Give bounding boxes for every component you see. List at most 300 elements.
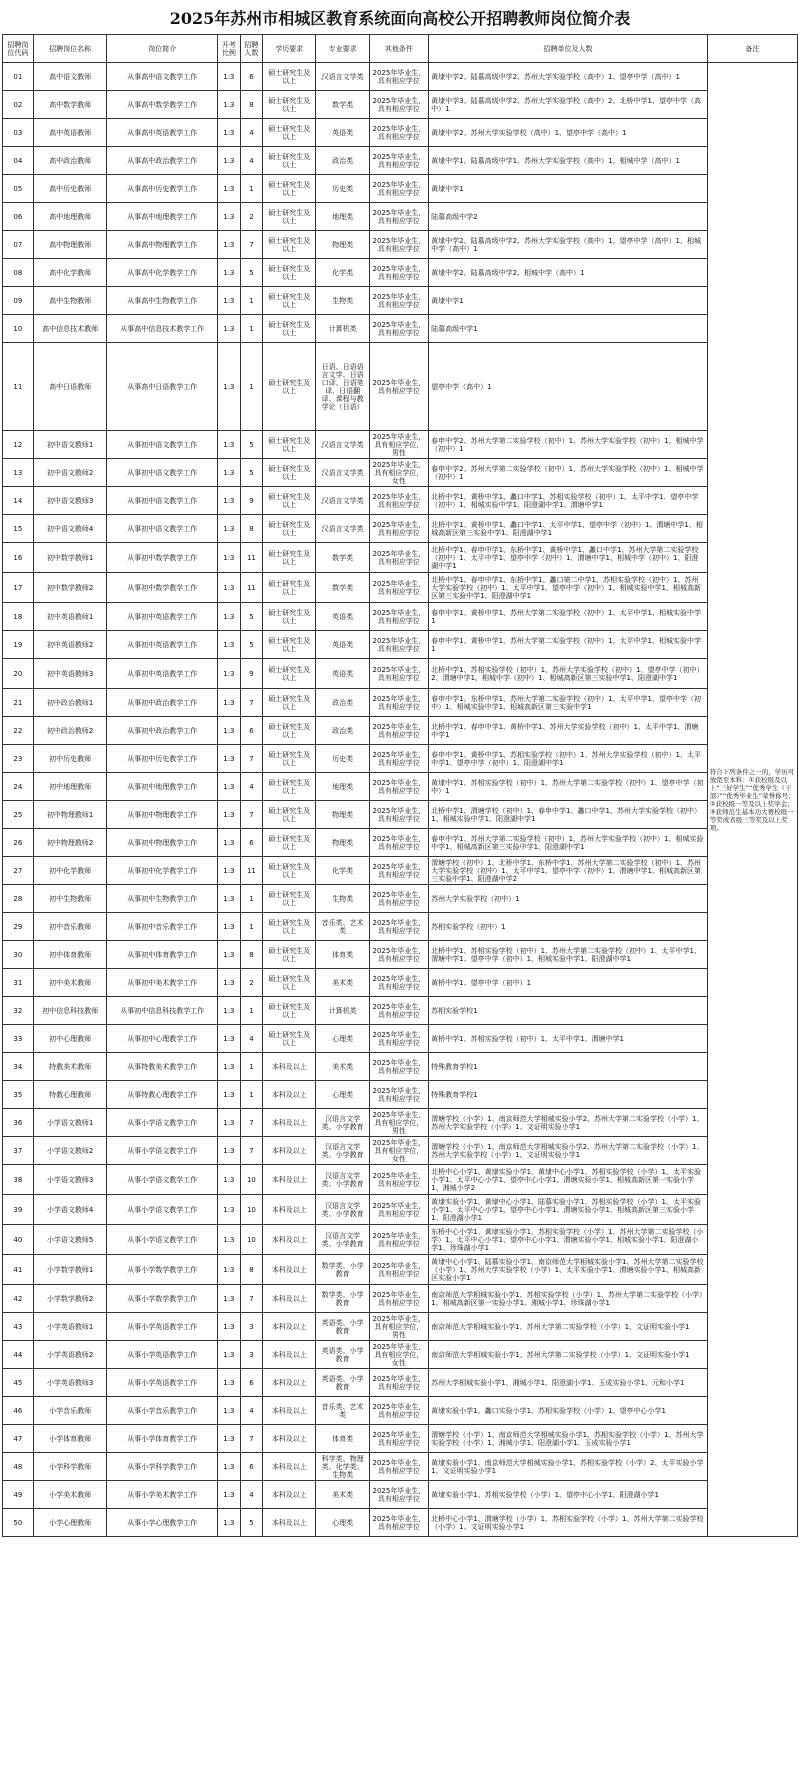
row-num: 6: [240, 1369, 263, 1397]
row-desc: 从事小学英语教学工作: [107, 1369, 218, 1397]
row-edu: 硕士研究生及以上: [263, 431, 316, 459]
row-ratio: 1:3: [218, 431, 241, 459]
row-other: 2025年毕业生，具有相应学位: [369, 1285, 428, 1313]
row-edu: 硕士研究生及以上: [263, 997, 316, 1025]
row-code: 28: [3, 885, 34, 913]
row-units: 黄埭中学3、陆慕高级中学2、苏州大学实验学校（高中）2、北桥中学1、望亭中学（高中）1: [429, 91, 708, 119]
row-num: 4: [240, 773, 263, 801]
row-num: 7: [240, 1137, 263, 1165]
row-desc: 从事初中语文教学工作: [107, 431, 218, 459]
row-ratio: 1:3: [218, 997, 241, 1025]
row-major: 音乐类、艺术类: [316, 1397, 369, 1425]
row-desc: 从事小学美术教学工作: [107, 1481, 218, 1509]
row-major: 生物类: [316, 885, 369, 913]
header-ratio: 开考比例: [218, 35, 241, 63]
row-units: 北桥中学1、苏相实验学校（初中）1、苏州大学第二实验学校（初中）1、太平中学1、渭塘中学1、望亭中学（初中）1、相城实验中学1、阳澄湖中学1: [429, 941, 708, 969]
row-name: 高中语文教师: [33, 63, 107, 91]
row-name: 初中英语教师2: [33, 631, 107, 659]
row-num: 7: [240, 745, 263, 773]
row-name: 初中英语教师1: [33, 603, 107, 631]
table-row: [3, 997, 798, 1025]
table-row: [3, 885, 798, 913]
row-num: 1: [240, 343, 263, 431]
row-desc: 从事小学英语教学工作: [107, 1341, 218, 1369]
row-ratio: 1:3: [218, 801, 241, 829]
row-name: 特教心理教师: [33, 1081, 107, 1109]
table-row: [3, 343, 798, 431]
row-num: 8: [240, 1255, 263, 1285]
row-units: 黄埭中学1: [429, 175, 708, 203]
row-name: 初中化学教师: [33, 857, 107, 885]
row-edu: 本科及以上: [263, 1053, 316, 1081]
row-name: 初中信息科技教师: [33, 997, 107, 1025]
row-name: 初中体育教师: [33, 941, 107, 969]
header-major: 专业要求: [316, 35, 369, 63]
row-num: 7: [240, 231, 263, 259]
row-major: 音乐类、艺术类: [316, 913, 369, 941]
row-ratio: 1:3: [218, 1165, 241, 1195]
row-other: 2025年毕业生，具有相应学位: [369, 1453, 428, 1481]
row-major: 英语类: [316, 631, 369, 659]
row-name: 初中英语教师3: [33, 659, 107, 689]
row-ratio: 1:3: [218, 941, 241, 969]
row-other: 2025年毕业生，具有相应学位: [369, 175, 428, 203]
table-row: [3, 175, 798, 203]
row-units: 春申中学2、苏州大学第二实验学校（初中）1、苏州大学实验学校（初中）1、相城中学（初中）1: [429, 459, 708, 487]
row-desc: 从事特教心理教学工作: [107, 1081, 218, 1109]
row-other: 2025年毕业生，具有相应学位: [369, 119, 428, 147]
row-other: 2025年毕业生，具有相应学位: [369, 717, 428, 745]
row-code: 49: [3, 1481, 34, 1509]
row-other: 2025年毕业生，具有相应学位: [369, 63, 428, 91]
row-code: 05: [3, 175, 34, 203]
row-desc: 从事小学语文教学工作: [107, 1225, 218, 1255]
row-edu: 硕士研究生及以上: [263, 231, 316, 259]
row-units: 北桥中学1、春申中学1、黄桥中学1、苏州大学实验学校（初中）1、太平中学1、渭塘中学1: [429, 717, 708, 745]
row-code: 42: [3, 1285, 34, 1313]
row-code: 34: [3, 1053, 34, 1081]
table-row: [3, 459, 798, 487]
row-units: 渭塘学校（小学）1、南京师范大学相城实验小学1、苏相实验学校（小学）1、苏州大学实验学校（小学）1、湘城小学1、阳澄湖小学1、玉成实验小学1: [429, 1425, 708, 1453]
row-name: 初中语文教师2: [33, 459, 107, 487]
row-ratio: 1:3: [218, 259, 241, 287]
row-major: 物理类: [316, 829, 369, 857]
row-name: 初中政治教师2: [33, 717, 107, 745]
row-other: 2025年毕业生，具有相应学位: [369, 885, 428, 913]
row-desc: 从事小学英语教学工作: [107, 1313, 218, 1341]
row-edu: 硕士研究生及以上: [263, 969, 316, 997]
row-other: 2025年毕业生，具有相应学位: [369, 259, 428, 287]
row-other: 2025年毕业生，具有相应学位: [369, 913, 428, 941]
row-other: 2025年毕业生，具有相应学位: [369, 1025, 428, 1053]
table-row: [3, 231, 798, 259]
row-num: 7: [240, 1285, 263, 1313]
row-code: 45: [3, 1369, 34, 1397]
row-other: 2025年毕业生，具有相应学位: [369, 343, 428, 431]
row-other: 2025年毕业生，具有相应学位: [369, 515, 428, 543]
row-code: 50: [3, 1509, 34, 1537]
row-major: 心理类: [316, 1509, 369, 1537]
page-title: 2025年苏州市相城区教育系统面向高校公开招聘教师岗位简介表: [169, 8, 631, 28]
row-desc: 从事初中信息科技教学工作: [107, 997, 218, 1025]
row-ratio: 1:3: [218, 91, 241, 119]
row-units: 黄埭中学1、陆慕高级中学1、苏州大学实验学校（高中）1、相城中学（高中）1: [429, 147, 708, 175]
row-other: 2025年毕业生，具有相应学位: [369, 1195, 428, 1225]
row-num: 8: [240, 941, 263, 969]
row-desc: 从事初中英语教学工作: [107, 659, 218, 689]
row-edu: 硕士研究生及以上: [263, 459, 316, 487]
row-major: 汉语言文学类、小学教育: [316, 1195, 369, 1225]
row-other: 2025年毕业生，具有相应学位: [369, 1081, 428, 1109]
table-row: [3, 829, 798, 857]
row-num: 7: [240, 1425, 263, 1453]
row-other: 2025年毕业生，具有相应学位: [369, 1397, 428, 1425]
row-ratio: 1:3: [218, 175, 241, 203]
row-units: 黄埭中心小学1、陆慕实验小学1、南京师范大学相城实验小学1、苏州大学第二实验学校（小学）1、苏州大学实验学校（小学）1、太平实验小学1、渭塘实验小学1、相城高新区实验小学1: [429, 1255, 708, 1285]
row-edu: 硕士研究生及以上: [263, 343, 316, 431]
row-code: 13: [3, 459, 34, 487]
row-desc: 从事初中英语教学工作: [107, 603, 218, 631]
row-ratio: 1:3: [218, 829, 241, 857]
row-desc: 从事初中政治教学工作: [107, 717, 218, 745]
row-num: 4: [240, 1397, 263, 1425]
row-num: 10: [240, 1225, 263, 1255]
row-desc: 从事初中英语教学工作: [107, 631, 218, 659]
row-units: 特殊教育学校1: [429, 1053, 708, 1081]
row-other: 2025年毕业生，具有相应学位: [369, 1425, 428, 1453]
row-code: 20: [3, 659, 34, 689]
row-code: 03: [3, 119, 34, 147]
row-ratio: 1:3: [218, 1481, 241, 1509]
row-ratio: 1:3: [218, 343, 241, 431]
row-edu: 硕士研究生及以上: [263, 315, 316, 343]
row-major: 英语类、小学教育: [316, 1313, 369, 1341]
row-desc: 从事初中生物教学工作: [107, 885, 218, 913]
row-code: 21: [3, 689, 34, 717]
row-edu: 本科及以上: [263, 1109, 316, 1137]
row-other: 2025年毕业生，具有相应学位: [369, 689, 428, 717]
row-num: 6: [240, 717, 263, 745]
header-desc: 岗位简介: [107, 35, 218, 63]
row-code: 12: [3, 431, 34, 459]
row-desc: 从事初中语文教学工作: [107, 459, 218, 487]
row-desc: 从事高中物理教学工作: [107, 231, 218, 259]
row-code: 39: [3, 1195, 34, 1225]
row-units: 渭塘学校（初中）1、北桥中学1、东桥中学1、苏州大学第二实验学校（初中）1、苏州大学实验学校（初中）1、太平中学1、望亭中学（初中）1、渭塘中学1、相城高新区第三实验中学1、阳澄湖中学2: [429, 857, 708, 885]
row-name: 初中政治教师1: [33, 689, 107, 717]
row-name: 初中物理教师2: [33, 829, 107, 857]
row-code: 37: [3, 1137, 34, 1165]
row-desc: 从事高中生物教学工作: [107, 287, 218, 315]
row-code: 22: [3, 717, 34, 745]
row-units: 北桥中学1、黄桥中学1、蠡口中学1、苏相实验学校（初中）1、太平中学1、望亭中学（初中）1、相城实验中学1、阳澄湖中学1、渭塘中学1: [429, 487, 708, 515]
row-units: 春申中学1、黄桥中学1、苏州大学第二实验学校（初中）1、太平中学1、相城实验中学1: [429, 631, 708, 659]
row-num: 4: [240, 1481, 263, 1509]
row-desc: 从事小学语文教学工作: [107, 1109, 218, 1137]
row-other: 2025年毕业生，具有相应学位，男性: [369, 1313, 428, 1341]
row-num: 11: [240, 543, 263, 573]
row-name: 初中语文教师4: [33, 515, 107, 543]
row-major: 数学类: [316, 543, 369, 573]
row-code: 30: [3, 941, 34, 969]
row-name: 小学英语教师3: [33, 1369, 107, 1397]
row-desc: 从事初中政治教学工作: [107, 689, 218, 717]
row-desc: 从事初中数学教学工作: [107, 543, 218, 573]
row-desc: 从事小学语文教学工作: [107, 1137, 218, 1165]
row-edu: 本科及以上: [263, 1137, 316, 1165]
row-major: 英语类: [316, 659, 369, 689]
row-code: 09: [3, 287, 34, 315]
row-other: 2025年毕业生，具有相应学位: [369, 91, 428, 119]
row-code: 23: [3, 745, 34, 773]
row-ratio: 1:3: [218, 315, 241, 343]
row-ratio: 1:3: [218, 487, 241, 515]
row-name: 小学语文教师5: [33, 1225, 107, 1255]
row-major: 汉语言文学类: [316, 63, 369, 91]
row-other: 2025年毕业生，具有相应学位，女性: [369, 1137, 428, 1165]
row-units: 苏相实验学校（初中）1: [429, 913, 708, 941]
row-name: 小学英语教师2: [33, 1341, 107, 1369]
header-code: 招聘岗位代码: [3, 35, 34, 63]
row-other: 2025年毕业生，具有相应学位: [369, 603, 428, 631]
table-row: [3, 573, 798, 603]
row-other: 2025年毕业生，具有相应学位，女性: [369, 459, 428, 487]
row-ratio: 1:3: [218, 287, 241, 315]
row-desc: 从事特教美术教学工作: [107, 1053, 218, 1081]
row-ratio: 1:3: [218, 885, 241, 913]
row-edu: 硕士研究生及以上: [263, 91, 316, 119]
row-units: 北桥中心小学1、黄埭实验小学1、黄埭中心小学1、苏相实验学校（小学）1、太平实验小学1、太平中心小学1、望亭中心小学1、渭塘实验小学1、相城高新区第一实验小学1、湘城小学2: [429, 1165, 708, 1195]
row-code: 15: [3, 515, 34, 543]
row-ratio: 1:3: [218, 147, 241, 175]
row-name: 高中地理教师: [33, 203, 107, 231]
table-row: [3, 1137, 798, 1165]
table-row: [3, 1109, 798, 1137]
row-code: 41: [3, 1255, 34, 1285]
row-ratio: 1:3: [218, 1313, 241, 1341]
row-units: 陆慕高级中学1: [429, 315, 708, 343]
table-row: [3, 1509, 798, 1537]
row-major: 历史类: [316, 175, 369, 203]
row-other: 2025年毕业生，具有相应学位: [369, 941, 428, 969]
row-name: 初中数学教师2: [33, 573, 107, 603]
table-row: [3, 1081, 798, 1109]
row-code: 04: [3, 147, 34, 175]
row-ratio: 1:3: [218, 515, 241, 543]
row-edu: 硕士研究生及以上: [263, 659, 316, 689]
row-edu: 硕士研究生及以上: [263, 147, 316, 175]
row-units: 黄埭实验小学1、南京师范大学相城实验小学1、苏相实验学校（小学）2、太平实验小学1、文证明实验小学1: [429, 1453, 708, 1481]
row-major: 政治类: [316, 689, 369, 717]
row-name: 高中政治教师: [33, 147, 107, 175]
row-units: 北桥中学1、春申中学1、东桥中学1、黄桥中学1、蠡口中学1、苏州大学第二实验学校（初中）1、太平中学1、望亭中学（初中）1、渭塘中学1、相城中学（初中）1、阳澄湖中学1: [429, 543, 708, 573]
row-units: 春申中学2、苏州大学第二实验学校（初中）1、苏州大学实验学校（初中）1、相城中学（初中）1: [429, 431, 708, 459]
table-row: [3, 1425, 798, 1453]
row-major: 物理类: [316, 801, 369, 829]
row-major: 英语类: [316, 603, 369, 631]
row-other: 2025年毕业生，具有相应学位: [369, 287, 428, 315]
row-code: 24: [3, 773, 34, 801]
row-units: 春申中学1、黄桥中学1、苏相实验学校（初中）1、苏州大学实验学校（初中）1、太平中学1、望亭中学（初中）1、阳澄湖中学1: [429, 745, 708, 773]
row-major: 科学类、物理类、化学类、生物类: [316, 1453, 369, 1481]
table-row: [3, 63, 798, 91]
table-row: [3, 91, 798, 119]
row-other: 2025年毕业生，具有相应学位: [369, 773, 428, 801]
row-desc: 从事高中地理教学工作: [107, 203, 218, 231]
row-ratio: 1:3: [218, 1509, 241, 1537]
table-row: [3, 689, 798, 717]
row-num: 1: [240, 1081, 263, 1109]
row-major: 数学类: [316, 91, 369, 119]
row-units: 黄桥中学1、苏相实验学校（初中）1、太平中学1、渭塘中学1: [429, 1025, 708, 1053]
row-desc: 从事初中音乐教学工作: [107, 913, 218, 941]
row-units: 南京师范大学相城实验小学1、苏州大学第二实验学校（小学）1、文证明实验小学1: [429, 1313, 708, 1341]
row-code: 18: [3, 603, 34, 631]
row-other: 2025年毕业生，具有相应学位: [369, 829, 428, 857]
row-other: 2025年毕业生，具有相应学位: [369, 745, 428, 773]
row-major: 物理类: [316, 231, 369, 259]
row-other: 2025年毕业生，具有相应学位: [369, 969, 428, 997]
row-edu: 硕士研究生及以上: [263, 487, 316, 515]
row-code: 40: [3, 1225, 34, 1255]
row-units: 苏州大学实验学校（初中）1: [429, 885, 708, 913]
row-code: 48: [3, 1453, 34, 1481]
row-other: 2025年毕业生，具有相应学位: [369, 543, 428, 573]
row-units: 春申中学1、苏州大学第二实验学校（初中）1、苏州大学实验学校（初中）1、相城实验中学1、相城高新区第三实验中学1、阳澄湖中学1: [429, 829, 708, 857]
row-name: 小学语文教师3: [33, 1165, 107, 1195]
row-num: 3: [240, 1313, 263, 1341]
header-other: 其他条件: [369, 35, 428, 63]
row-units: 陆慕高级中学2: [429, 203, 708, 231]
remark-cell: 符合下列条件之一的，学历可放宽至本科：①获校级及以上“三好学生”“优秀学生（干部）”“优秀毕业生”荣誉称号；②获校级一等及以上奖学金；③获师范生基本功大赛校级一等奖或省级三等奖及以上奖项。: [707, 63, 797, 1537]
row-edu: 硕士研究生及以上: [263, 573, 316, 603]
row-other: 2025年毕业生，具有相应学位: [369, 997, 428, 1025]
row-other: 2025年毕业生，具有相应学位: [369, 1509, 428, 1537]
row-code: 36: [3, 1109, 34, 1137]
row-ratio: 1:3: [218, 459, 241, 487]
row-code: 44: [3, 1341, 34, 1369]
row-desc: 从事初中化学教学工作: [107, 857, 218, 885]
row-num: 10: [240, 1165, 263, 1195]
row-major: 英语类: [316, 119, 369, 147]
row-code: 02: [3, 91, 34, 119]
row-num: 4: [240, 147, 263, 175]
row-ratio: 1:3: [218, 1225, 241, 1255]
row-ratio: 1:3: [218, 1425, 241, 1453]
row-other: 2025年毕业生，具有相应学位: [369, 659, 428, 689]
row-desc: 从事初中物理教学工作: [107, 801, 218, 829]
row-other: 2025年毕业生，具有相应学位: [369, 147, 428, 175]
row-major: 地理类: [316, 203, 369, 231]
row-units: 北桥中学1、苏相实验学校（初中）1、苏州大学实验学校（初中）1、望亭中学（初中）2、渭塘中学1、相城中学（初中）1、相城高新区第三实验中学1、阳澄湖中学1: [429, 659, 708, 689]
row-major: 汉语言文学类、小学教育: [316, 1109, 369, 1137]
row-edu: 硕士研究生及以上: [263, 689, 316, 717]
table-row: [3, 631, 798, 659]
row-other: 2025年毕业生，具有相应学位: [369, 203, 428, 231]
row-major: 地理类: [316, 773, 369, 801]
row-name: 初中数学教师1: [33, 543, 107, 573]
row-units: 东桥中心小学1、黄埭实验小学1、苏相实验学校（小学）1、苏州大学第二实验学校（小学）1、太平中心小学1、望亭中心小学1、渭塘实验小学1、相城实验小学1、阳澄湖小学1、珍珠湖小学1: [429, 1225, 708, 1255]
row-num: 2: [240, 969, 263, 997]
row-other: 2025年毕业生，具有相应学位: [369, 857, 428, 885]
row-edu: 硕士研究生及以上: [263, 259, 316, 287]
row-edu: 本科及以上: [263, 1285, 316, 1313]
table-row: [3, 1255, 798, 1285]
row-other: 2025年毕业生，具有相应学位: [369, 231, 428, 259]
row-major: 美术类: [316, 969, 369, 997]
row-name: 小学体育教师: [33, 1425, 107, 1453]
row-edu: 硕士研究生及以上: [263, 745, 316, 773]
row-ratio: 1:3: [218, 1285, 241, 1313]
row-major: 美术类: [316, 1481, 369, 1509]
row-ratio: 1:3: [218, 913, 241, 941]
row-desc: 从事小学体育教学工作: [107, 1425, 218, 1453]
row-edu: 硕士研究生及以上: [263, 515, 316, 543]
row-num: 8: [240, 91, 263, 119]
row-other: 2025年毕业生，具有相应学位: [369, 1481, 428, 1509]
table-row: [3, 1025, 798, 1053]
row-other: 2025年毕业生，具有相应学位: [369, 1225, 428, 1255]
row-name: 高中英语教师: [33, 119, 107, 147]
row-edu: 硕士研究生及以上: [263, 885, 316, 913]
row-ratio: 1:3: [218, 1025, 241, 1053]
row-num: 3: [240, 1341, 263, 1369]
row-ratio: 1:3: [218, 745, 241, 773]
table-row: [3, 1053, 798, 1081]
row-units: 黄埭实验小学1、蠡口实验小学1、苏相实验学校（小学）1、望亭中心小学1: [429, 1397, 708, 1425]
table-row: [3, 801, 798, 829]
row-code: 31: [3, 969, 34, 997]
row-name: 高中数学教师: [33, 91, 107, 119]
row-edu: 硕士研究生及以上: [263, 801, 316, 829]
positions-table: [2, 34, 798, 1537]
row-major: 计算机类: [316, 997, 369, 1025]
row-num: 1: [240, 287, 263, 315]
row-desc: 从事初中体育教学工作: [107, 941, 218, 969]
row-major: 汉语言文学类: [316, 459, 369, 487]
row-major: 汉语言文学类、小学教育: [316, 1165, 369, 1195]
row-code: 25: [3, 801, 34, 829]
row-major: 数学类、小学教育: [316, 1285, 369, 1313]
row-edu: 硕士研究生及以上: [263, 203, 316, 231]
row-other: 2025年毕业生，具有相应学位: [369, 801, 428, 829]
row-name: 初中地理教师: [33, 773, 107, 801]
row-major: 化学类: [316, 857, 369, 885]
row-major: 计算机类: [316, 315, 369, 343]
table-row: [3, 745, 798, 773]
row-name: 初中生物教师: [33, 885, 107, 913]
row-edu: 本科及以上: [263, 1165, 316, 1195]
row-major: 化学类: [316, 259, 369, 287]
row-code: 29: [3, 913, 34, 941]
row-major: 汉语言文学类: [316, 515, 369, 543]
row-edu: 硕士研究生及以上: [263, 913, 316, 941]
row-code: 35: [3, 1081, 34, 1109]
row-units: 黄埭实验小学1、黄埭中心小学1、陆慕实验小学1、苏相实验学校（小学）1、太平实验小学1、太平中心小学1、望亭中心小学1、渭塘实验小学1、相城高新区第三实验小学1、阳澄湖小学1: [429, 1195, 708, 1225]
row-code: 27: [3, 857, 34, 885]
row-major: 美术类: [316, 1053, 369, 1081]
table-row: [3, 969, 798, 997]
row-num: 5: [240, 431, 263, 459]
table-row: [3, 1453, 798, 1481]
row-name: 高中物理教师: [33, 231, 107, 259]
row-other: 2025年毕业生，具有相应学位: [369, 1165, 428, 1195]
row-name: 小学语文教师4: [33, 1195, 107, 1225]
table-row: [3, 717, 798, 745]
row-name: 高中历史教师: [33, 175, 107, 203]
row-major: 汉语言文学类、小学教育: [316, 1225, 369, 1255]
row-name: 小学数学教师1: [33, 1255, 107, 1285]
